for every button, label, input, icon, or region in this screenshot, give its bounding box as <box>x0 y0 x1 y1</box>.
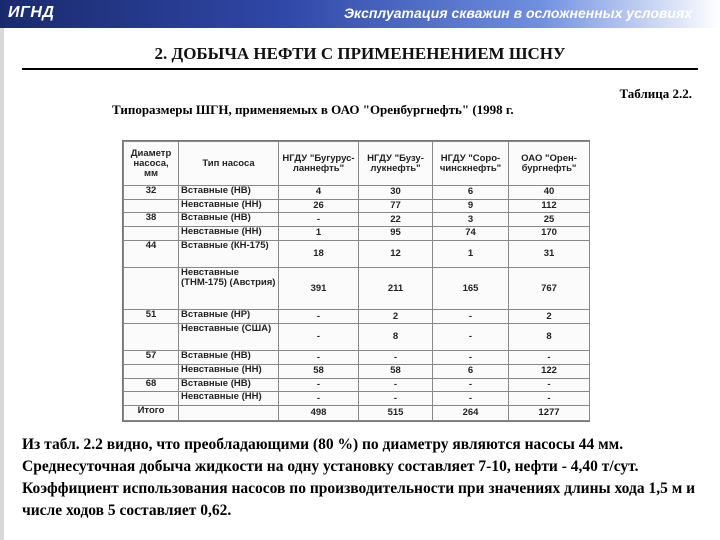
cell-diameter: 32 <box>124 186 179 200</box>
cell-buzuluk: 515 <box>359 406 433 421</box>
cell-buguruslan: - <box>279 323 359 350</box>
table-row <box>124 186 590 200</box>
cell-pump-type: Невставные (ТНМ-175) (Австрия) <box>179 268 279 310</box>
cell-buguruslan: 498 <box>279 406 359 421</box>
table-row <box>124 392 590 406</box>
table-row <box>124 323 590 350</box>
cell-buguruslan: 391 <box>279 268 359 310</box>
cell-diameter: 57 <box>124 351 179 365</box>
cell-sorochinsk: 6 <box>433 365 509 379</box>
table-row <box>124 268 590 310</box>
cell-buguruslan: 1 <box>279 227 359 241</box>
cell-buguruslan: - <box>279 213 359 227</box>
cell-orenburg: 112 <box>509 199 590 213</box>
cell-pump-type: Вставные (НВ) <box>179 351 279 365</box>
cell-pump-type: Вставные (НВ) <box>179 186 279 200</box>
cell-pump-type <box>179 406 279 421</box>
cell-orenburg: 31 <box>509 240 590 267</box>
cell-pump-type: Невставные (НН) <box>179 199 279 213</box>
cell-buguruslan: 4 <box>279 186 359 200</box>
cell-sorochinsk: 1 <box>433 240 509 267</box>
cell-orenburg: 767 <box>509 268 590 310</box>
cell-diameter: 44 <box>124 240 179 267</box>
cell-orenburg: - <box>509 351 590 365</box>
table-row <box>124 227 590 241</box>
cell-orenburg: 25 <box>509 213 590 227</box>
col-header-orenburg: ОАО "Орен-бургнефть" <box>509 142 590 186</box>
table-body <box>124 186 590 421</box>
cell-pump-type: Вставные (НВ) <box>179 213 279 227</box>
cell-sorochinsk: 74 <box>433 227 509 241</box>
table-row <box>124 310 590 324</box>
cell-buguruslan: - <box>279 392 359 406</box>
col-header-diameter: Диаметр насоса, мм <box>124 142 179 186</box>
cell-diameter: 68 <box>124 378 179 392</box>
table-row <box>124 365 590 379</box>
cell-pump-type: Невставные (НН) <box>179 392 279 406</box>
cell-buzuluk: 22 <box>359 213 433 227</box>
table-row <box>124 213 590 227</box>
cell-diameter <box>124 199 179 213</box>
col-header-sorochinsk: НГДУ "Соро-чинскнефть" <box>433 142 509 186</box>
cell-pump-type: Невставные (НН) <box>179 365 279 379</box>
table-row <box>124 351 590 365</box>
table-row <box>124 199 590 213</box>
cell-sorochinsk: 264 <box>433 406 509 421</box>
cell-sorochinsk: - <box>433 392 509 406</box>
cell-buzuluk: - <box>359 351 433 365</box>
cell-diameter: 38 <box>124 213 179 227</box>
cell-buguruslan: 18 <box>279 240 359 267</box>
table-row <box>124 406 590 421</box>
cell-sorochinsk: 3 <box>433 213 509 227</box>
cell-buguruslan: - <box>279 351 359 365</box>
cell-buguruslan: - <box>279 310 359 324</box>
pump-sizes-table <box>122 140 590 422</box>
cell-buzuluk: - <box>359 392 433 406</box>
cell-diameter: 51 <box>124 310 179 324</box>
cell-buzuluk: 2 <box>359 310 433 324</box>
cell-pump-type: Вставные (НР) <box>179 310 279 324</box>
table-row <box>124 240 590 267</box>
cell-orenburg: - <box>509 378 590 392</box>
cell-diameter <box>124 227 179 241</box>
title-underline <box>22 68 698 70</box>
cell-sorochinsk: - <box>433 351 509 365</box>
cell-buzuluk: 8 <box>359 323 433 350</box>
section-title: 2. ДОБЫЧА НЕФТИ С ПРИМЕНЕНЕНИЕМ ШСНУ <box>154 44 566 63</box>
col-header-buzuluk: НГДУ "Бузу-лукнефть" <box>359 142 433 186</box>
left-decor-band <box>0 28 4 540</box>
cell-orenburg: 122 <box>509 365 590 379</box>
table-caption: Типоразмеры ШГН, применяемых в ОАО "Оренбургнефть" (1998 г. <box>112 102 514 117</box>
cell-orenburg: - <box>509 392 590 406</box>
cell-buzuluk: - <box>359 378 433 392</box>
cell-sorochinsk: 165 <box>433 268 509 310</box>
header-bar <box>0 0 720 28</box>
cell-buzuluk: 30 <box>359 186 433 200</box>
table-number: Таблица 2.2. <box>619 86 692 101</box>
cell-sorochinsk: - <box>433 323 509 350</box>
cell-sorochinsk: 9 <box>433 199 509 213</box>
cell-buguruslan: 26 <box>279 199 359 213</box>
cell-buzuluk: 95 <box>359 227 433 241</box>
presentation-title: Эксплуатация скважин в осложненных условиях <box>343 5 692 21</box>
cell-buguruslan: 58 <box>279 365 359 379</box>
cell-diameter <box>124 268 179 310</box>
table-row <box>124 378 590 392</box>
org-name: ИГНД <box>8 4 55 21</box>
cell-orenburg: 8 <box>509 323 590 350</box>
cell-orenburg: 2 <box>509 310 590 324</box>
col-header-buguruslan: НГДУ "Бугурус-ланнефть" <box>279 142 359 186</box>
cell-sorochinsk: - <box>433 310 509 324</box>
col-header-pump-type: Тип насоса <box>179 142 279 186</box>
cell-sorochinsk: - <box>433 378 509 392</box>
cell-orenburg: 40 <box>509 186 590 200</box>
cell-orenburg: 1277 <box>509 406 590 421</box>
cell-diameter: Итого <box>124 406 179 421</box>
cell-diameter <box>124 323 179 350</box>
cell-sorochinsk: 6 <box>433 186 509 200</box>
cell-buguruslan: - <box>279 378 359 392</box>
cell-pump-type: Невставные (США) <box>179 323 279 350</box>
cell-buzuluk: 58 <box>359 365 433 379</box>
cell-pump-type: Вставные (КН-175) <box>179 240 279 267</box>
cell-pump-type: Невставные (НН) <box>179 227 279 241</box>
cell-buzuluk: 12 <box>359 240 433 267</box>
cell-diameter <box>124 392 179 406</box>
cell-orenburg: 170 <box>509 227 590 241</box>
cell-diameter <box>124 365 179 379</box>
cell-pump-type: Вставные (НВ) <box>179 378 279 392</box>
conclusion-paragraph: Из табл. 2.2 видно, что преобладающими (80 %) по диаметру являются насосы 44 мм. Среднесуточная добыча жидкости на одну установку составляет 7-10, нефти - 4,40 т/сут. Коэффициент использования насосов по производительности при значениях длины хода 1,5 м и числе ходов 5 составляет 0,62. <box>22 436 696 519</box>
cell-buzuluk: 211 <box>359 268 433 310</box>
cell-buzuluk: 77 <box>359 199 433 213</box>
